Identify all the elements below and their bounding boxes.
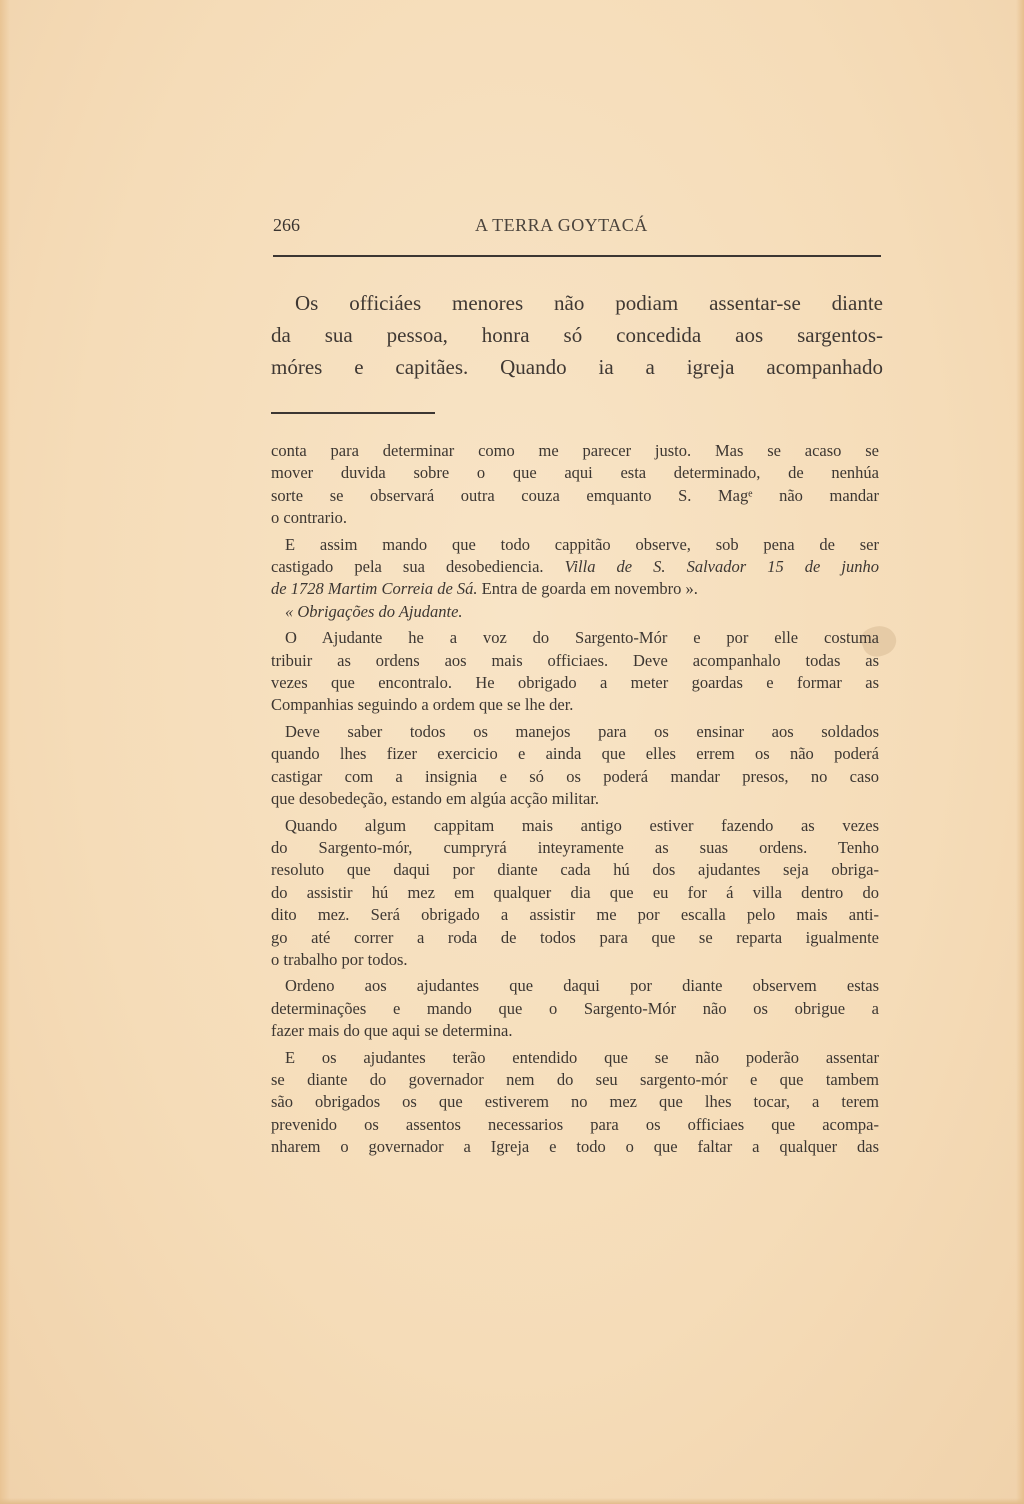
footnote-line: Quando algum cappitam mais antigo estiver fazendo as vezes [285, 815, 879, 835]
footnote-line: E assim mando que todo cappitão observe, sob pena de ser [285, 534, 879, 554]
footnote-line [271, 556, 879, 578]
footnote-line: sorte se observará outra couza emquanto S. Magᵉ não mandar [271, 485, 879, 505]
footnote-line: dito mez. Será obrigado a assistir me por escalla pelo mais anti- [271, 905, 879, 925]
footnote-line: fazer mais do que aqui se determina. [271, 1021, 513, 1041]
footnote-line: Ordeno aos ajudantes que daqui por diante observem estas [285, 976, 879, 996]
footnote-line: são obrigados os que estiverem no mez que lhes tocar, a terem [271, 1092, 879, 1112]
footnote-line: do Sargento-mór, cumpryrá inteyramente as suas ordens. Tenho [271, 837, 879, 857]
body-line: Os officiáes menores não podiam assentar-se diante [295, 291, 883, 315]
footnote-paragraph [271, 627, 879, 717]
footnote-rule [271, 412, 435, 414]
body-line: da sua pessoa, honra só concedida aos sargentos- [271, 323, 883, 347]
footnote-paragraph [271, 815, 879, 972]
footnote-line: se diante do governador nem do seu sargento-mór e que tambem [271, 1069, 879, 1089]
footnote-line [271, 578, 879, 600]
running-head [273, 215, 881, 239]
footnote-italic-place-date: Villa de S. Salvador 15 de junho [564, 557, 879, 577]
footnote-line: castigar com a insignia e só os poderá mandar presos, no caso [271, 766, 879, 786]
page-edge-bottom [0, 1498, 1024, 1504]
page-edge-left [0, 0, 10, 1504]
footnote-paragraph [271, 534, 879, 624]
footnote-line: o contrario. [271, 508, 348, 528]
footnote-line: Companhias seguindo a ordem que se lhe der. [271, 695, 574, 715]
main-body-text [271, 287, 883, 383]
footnote-line: conta para determinar como me parecer justo. Mas se acaso se [271, 441, 879, 460]
footnote-paragraph [271, 1047, 879, 1159]
footnote-italic-signature: de 1728 Martim Correia de Sá. [271, 579, 478, 599]
running-title: A TERRA GOYTACÁ [475, 215, 648, 235]
footnote-line: determinações e mando que o Sargento-Mór não os obrigue a [271, 998, 879, 1018]
footnote-text: Entra de goarda em novembro ». [481, 579, 698, 599]
footnote-text: castigado pela sua desobediencia. [271, 557, 544, 577]
footnote-block [271, 440, 879, 1163]
header-rule [273, 255, 881, 257]
footnote-line: E os ajudantes terão entendido que se não poderão assentar [285, 1047, 879, 1067]
footnote-line: o trabalho por todos. [271, 949, 408, 969]
body-line: móres e capitães. Quando ia a igreja acompanhado [271, 355, 883, 379]
page-number: 266 [273, 215, 300, 235]
footnote-line: go até correr a roda de todos para que se reparta igualmente [271, 927, 879, 947]
footnote-line: O Ajudante he a voz do Sargento-Mór e por elle costuma [285, 628, 879, 648]
footnote-line: mover duvida sobre o que aqui esta determinado, de nenhúa [271, 463, 879, 483]
footnote-line: nharem o governador a Igreja e todo o que faltar a qualquer das [271, 1137, 879, 1157]
footnote-line: prevenido os assentos necessarios para os officiaes que acompa- [271, 1114, 879, 1134]
footnote-section-title: « Obrigações do Ajudante. [285, 601, 463, 621]
footnote-line: que desobedeção, estando em algúa acção militar. [271, 789, 600, 809]
footnote-line: resoluto que daqui por diante cada hú dos ajudantes seja obriga- [271, 860, 879, 880]
footnote-line: Deve saber todos os manejos para os ensinar aos soldados [285, 721, 879, 741]
page-edge-right [1016, 0, 1024, 1504]
footnote-line: vezes que encontralo. He obrigado a meter goardas e formar as [271, 673, 879, 693]
footnote-line: quando lhes fizer exercicio e ainda que elles errem os não poderá [271, 744, 879, 764]
footnote-paragraph [271, 975, 879, 1042]
footnote-paragraph [271, 721, 879, 811]
footnote-paragraph [271, 440, 879, 530]
footnote-line: tribuir as ordens aos mais officiaes. Deve acompanhalo todas as [271, 650, 879, 670]
footnote-line: do assistir hú mez em qualquer dia que eu for á villa dentro do [271, 882, 879, 902]
